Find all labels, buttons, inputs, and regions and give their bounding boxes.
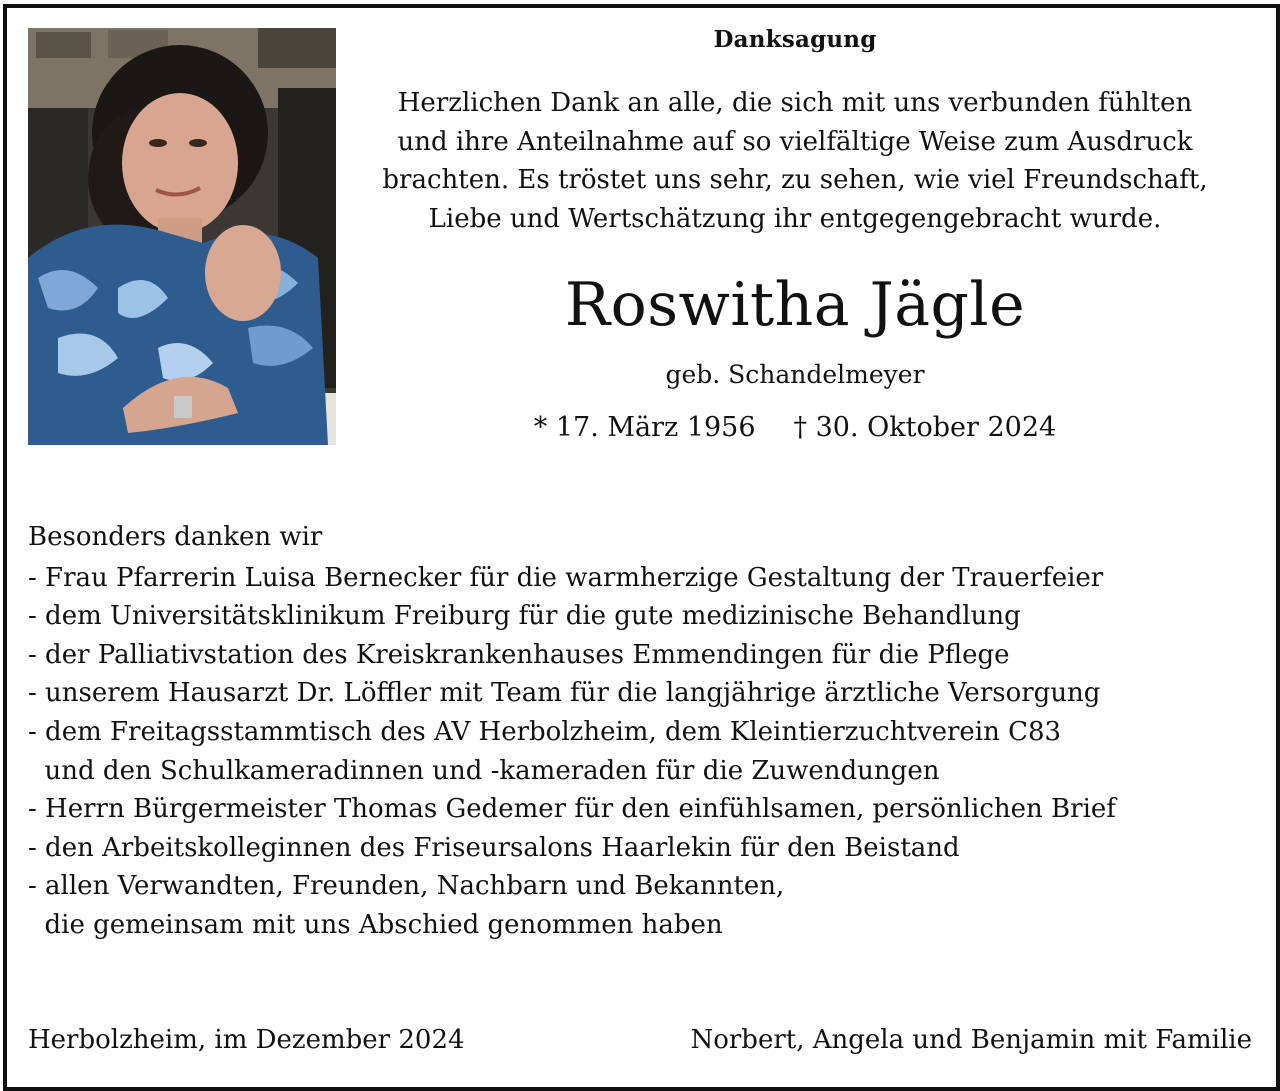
thanks-item: - den Arbeitskolleginnen des Friseursalons Haarlekin für den Beistand bbox=[28, 832, 960, 863]
thanks-item: - der Palliativstation des Kreiskrankenhauses Emmendingen für die Pflege bbox=[28, 639, 1010, 670]
birth-date: * 17. März 1956 bbox=[533, 412, 756, 443]
thanks-item: - dem Universitätsklinikum Freiburg für die gute medizinische Behandlung bbox=[28, 601, 1021, 632]
thanks-item: - unserem Hausarzt Dr. Löffler mit Team für die langjährige ärztliche Versorgung bbox=[28, 678, 1101, 709]
intro-paragraph bbox=[350, 84, 1240, 238]
thanks-item: - dem Freitagsstammtisch des AV Herbolzheim, dem Kleintierzuchtverein C83 bbox=[28, 716, 1062, 747]
notice-heading: Danksagung bbox=[713, 26, 877, 53]
intro-line: und ihre Anteilnahme auf so vielfältige Weise zum Ausdruck bbox=[397, 126, 1193, 157]
portrait-photo bbox=[28, 28, 336, 445]
intro-line: Liebe und Wertschätzung ihr entgegengebracht wurde. bbox=[428, 203, 1162, 234]
thanks-item: - allen Verwandten, Freunden, Nachbarn und Bekannten, bbox=[28, 871, 785, 902]
thanks-item: und den Schulkameradinnen und -kameraden für die Zuwendungen bbox=[28, 755, 940, 786]
life-dates bbox=[350, 412, 1240, 443]
thanks-item: - Herrn Bürgermeister Thomas Gedemer für den einfühlsamen, persönlichen Brief bbox=[28, 794, 1116, 825]
intro-line: brachten. Es tröstet uns sehr, zu sehen, wie viel Freundschaft, bbox=[382, 165, 1208, 195]
place-date: Herbolzheim, im Dezember 2024 bbox=[28, 1025, 465, 1055]
thanks-item: die gemeinsam mit uns Abschied genommen haben bbox=[28, 909, 723, 940]
deceased-name: Roswitha Jägle bbox=[564, 270, 1026, 340]
thanks-list bbox=[28, 559, 1258, 945]
intro-line: Herzlichen Dank an alle, die sich mit uns verbunden fühlten bbox=[397, 88, 1193, 118]
death-date: † 30. Oktober 2024 bbox=[793, 412, 1057, 443]
maiden-name: geb. Schandelmeyer bbox=[665, 360, 925, 389]
thanks-intro: Besonders danken wir bbox=[28, 522, 323, 552]
thanks-section bbox=[28, 518, 1258, 945]
thanks-item: - Frau Pfarrerin Luisa Bernecker für die warmherzige Gestaltung der Trauerfeier bbox=[28, 562, 1104, 593]
signatories: Norbert, Angela und Benjamin mit Familie bbox=[690, 1025, 1252, 1055]
